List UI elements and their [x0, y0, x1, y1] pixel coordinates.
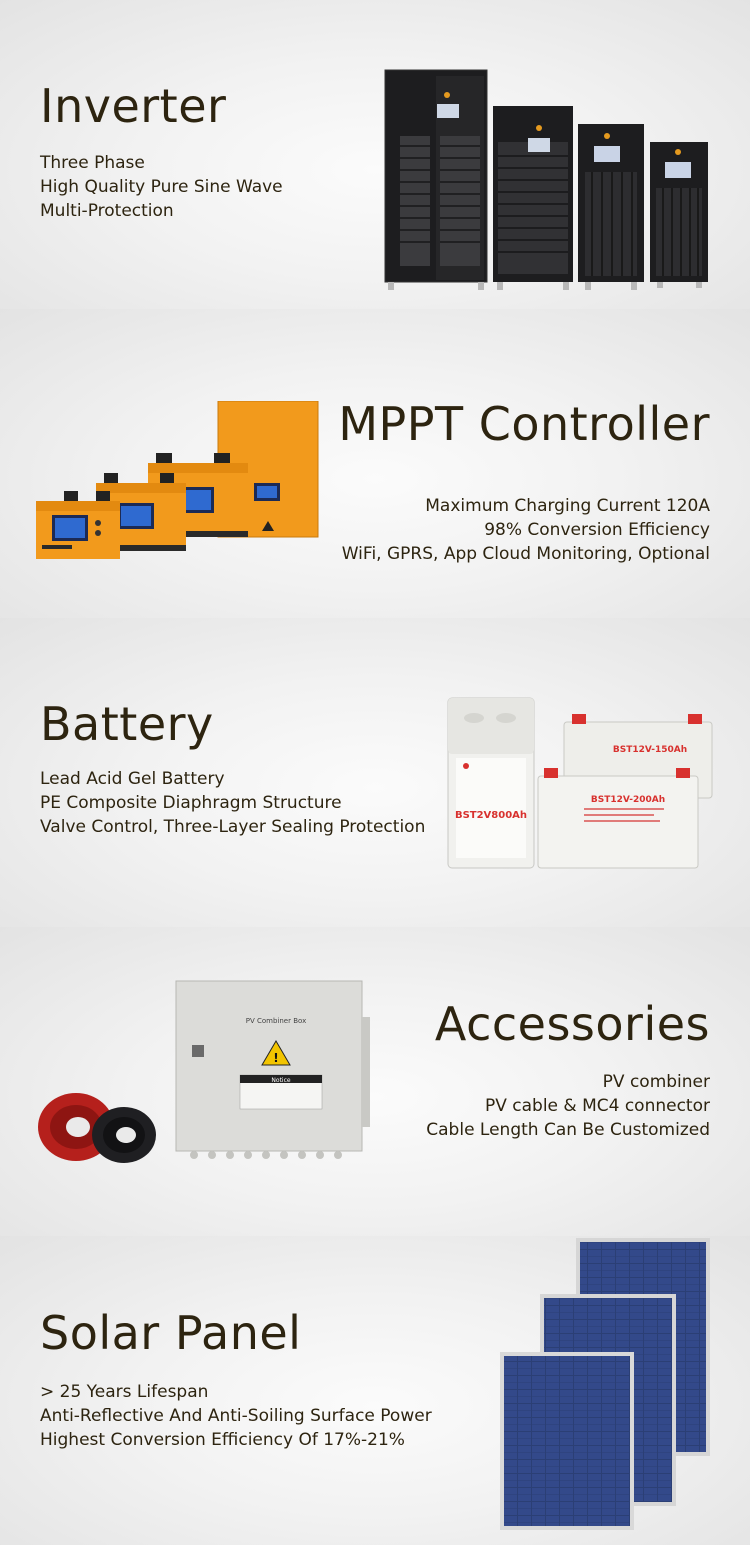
feature-line: Anti-Reflective And Anti-Soiling Surface Power — [40, 1406, 432, 1426]
combiner-box-label: PV Combiner Box — [245, 1017, 307, 1025]
feature-list — [40, 1380, 432, 1452]
solar-panel-product-image — [490, 1236, 720, 1536]
feature-line: High Quality Pure Sine Wave — [40, 177, 283, 197]
accessories-product-image — [36, 977, 376, 1177]
battery-product-image — [444, 694, 716, 874]
mppt-controller-product-image — [36, 401, 322, 561]
section-mppt-controller — [0, 309, 750, 618]
feature-line: Lead Acid Gel Battery — [40, 769, 225, 789]
notice-label: Notice — [271, 1077, 291, 1084]
section-battery — [0, 618, 750, 927]
feature-list — [342, 494, 710, 566]
section-title: Solar Panel — [40, 1306, 302, 1360]
battery-model-label: BST12V-150Ah — [612, 745, 688, 755]
feature-list — [426, 1070, 710, 1142]
svg-text:!: ! — [273, 1051, 279, 1065]
feature-list — [40, 151, 283, 223]
feature-line: > 25 Years Lifespan — [40, 1382, 209, 1402]
feature-line: Maximum Charging Current 120A — [425, 496, 710, 516]
section-solar-panel — [0, 1236, 750, 1545]
feature-line: PV combiner — [602, 1072, 710, 1092]
inverter-product-image — [380, 66, 715, 298]
feature-line: Cable Length Can Be Customized — [426, 1120, 710, 1140]
section-title: Accessories — [434, 997, 710, 1051]
feature-line: PV cable & MC4 connector — [484, 1096, 710, 1116]
feature-line: 98% Conversion Efficiency — [484, 520, 710, 540]
section-inverter — [0, 0, 750, 309]
section-title: MPPT Controller — [338, 397, 710, 451]
feature-line: Multi-Protection — [40, 201, 174, 221]
battery-model-label: BST12V-200Ah — [590, 795, 666, 805]
section-title: Inverter — [40, 79, 227, 133]
feature-line: WiFi, GPRS, App Cloud Monitoring, Optional — [341, 544, 710, 564]
battery-model-label: BST2V800Ah — [454, 810, 528, 821]
feature-list — [40, 767, 425, 839]
feature-line: Valve Control, Three-Layer Sealing Protection — [40, 817, 426, 837]
feature-line: Three Phase — [40, 153, 145, 173]
section-accessories — [0, 927, 750, 1236]
feature-line: PE Composite Diaphragm Structure — [40, 793, 342, 813]
section-title: Battery — [40, 697, 214, 751]
feature-line: Highest Conversion Efficiency Of 17%-21% — [40, 1430, 405, 1450]
